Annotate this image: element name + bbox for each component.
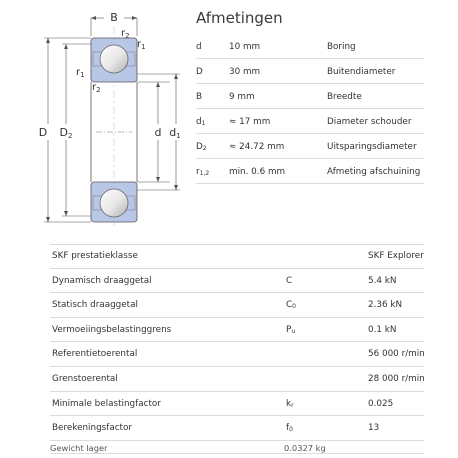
dimension-row [196, 84, 424, 109]
label-r2-left: $r_2$ [92, 82, 101, 94]
section-top [91, 38, 137, 82]
performance-value: 2.36 kN [368, 300, 403, 311]
performance-symbol: C [286, 275, 293, 286]
dimensions-table [196, 34, 424, 184]
dimension-value: ≈ 17 mm [229, 117, 271, 127]
dimension-description: Uitsparingsdiameter [327, 142, 417, 152]
performance-row [50, 293, 424, 318]
dimension-description: Afmeting afschuining [327, 167, 421, 177]
dimension-description: Diameter schouder [327, 117, 412, 127]
performance-row [50, 392, 424, 417]
bearing-drawing [0, 0, 190, 232]
performance-value: 13 [368, 423, 380, 434]
dimension-description: Breedte [327, 92, 362, 102]
weight-label: Gewicht lager [50, 443, 108, 453]
performance-row [50, 318, 424, 343]
performance-label: Dynamisch draaggetal [52, 275, 152, 286]
weight-value: 0.0327 kg [284, 443, 326, 453]
label-b: B [110, 11, 118, 24]
dimension-symbol: $r_{1,2}$ [196, 167, 210, 177]
dimension-row [196, 159, 424, 184]
performance-label: Grenstoerental [52, 373, 118, 384]
label-d1: d1 [169, 126, 181, 140]
performance-symbol: $k_r$ [286, 398, 294, 409]
performance-value: 0.1 kN [368, 324, 397, 335]
performance-row [50, 269, 424, 294]
dimension-value: 30 mm [229, 67, 261, 77]
performance-symbol: $P_u$ [286, 324, 296, 335]
performance-label: Minimale belastingfactor [52, 398, 161, 409]
section-bottom [91, 182, 137, 222]
performance-value: 56 000 r/min [368, 349, 425, 360]
performance-label: SKF prestatieklasse [52, 251, 138, 261]
dimensions-title: Afmetingen [196, 9, 283, 27]
dimension-value: min. 0.6 mm [229, 167, 286, 177]
performance-symbol: $C_0$ [286, 300, 296, 311]
dimension-description: Boring [327, 42, 356, 52]
dimension-bore [137, 82, 170, 182]
performance-symbol: $f_0$ [286, 423, 293, 434]
performance-value: 5.4 kN [368, 275, 397, 286]
performance-label: Statisch draaggetal [52, 300, 138, 311]
dimension-symbol: D [196, 67, 203, 77]
label-bore-d: d [154, 126, 162, 139]
dimension-symbol: d [196, 42, 202, 52]
dimension-description: Buitendiameter [327, 67, 396, 77]
label-r1-left: $r_1$ [76, 67, 85, 79]
dimension-row [196, 59, 424, 84]
table-bottom-border [50, 453, 424, 454]
dimension-row [196, 109, 424, 134]
performance-label: Referentietoerental [52, 349, 138, 360]
performance-value: 0.025 [368, 398, 394, 409]
dimension-row [196, 134, 424, 159]
performance-label: Berekeningsfactor [52, 423, 133, 434]
dimension-value: ≈ 24.72 mm [229, 142, 285, 152]
label-outer-d: D [38, 126, 48, 139]
label-r1-top: $r_1$ [137, 39, 146, 51]
performance-row [50, 367, 424, 392]
performance-table [50, 244, 424, 441]
dimension-row [196, 34, 424, 59]
performance-row [50, 244, 424, 269]
dimension-symbol: $d_1$ [196, 117, 206, 127]
performance-row [50, 416, 424, 441]
dimension-value: 9 mm [229, 92, 255, 102]
dimension-value: 10 mm [229, 42, 261, 52]
performance-value: 28 000 r/min [368, 373, 425, 384]
performance-row [50, 342, 424, 367]
label-r2-top: $r_2$ [121, 28, 130, 40]
label-d2: D2 [59, 126, 73, 140]
performance-label: Vermoeiingsbelastinggrens [52, 324, 172, 335]
dimension-symbol: $D_2$ [196, 142, 207, 152]
dimension-symbol: B [196, 92, 203, 102]
performance-value: SKF Explorer [368, 251, 424, 261]
